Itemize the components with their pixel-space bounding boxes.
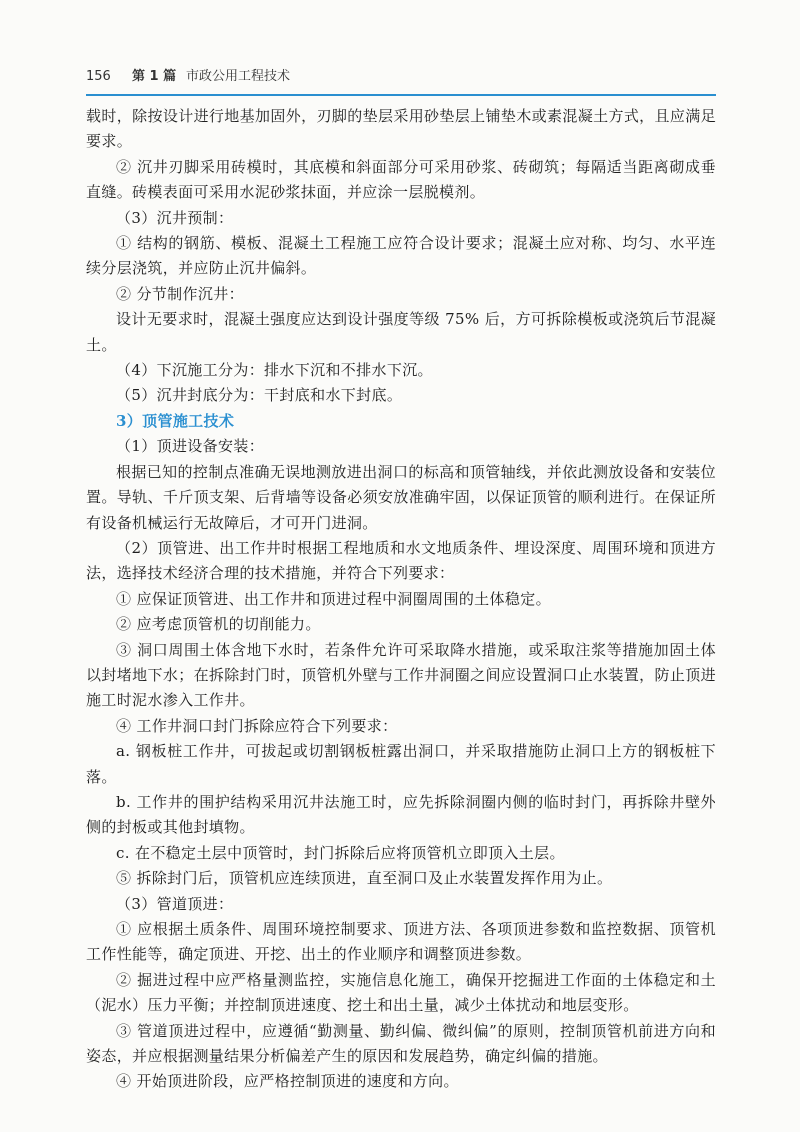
paragraph: ① 应保证顶管进、出工作井和顶进过程中洞圈周围的土体稳定。 — [116, 589, 551, 608]
paragraph: b. 工作井的围护结构采用沉井法施工时，应先拆除洞圈内侧的临时封门，再拆除井壁外侧的封板或其他封填物。 — [86, 792, 716, 837]
paragraph: ⑤ 拆除封门后，顶管机应连续顶进，直至洞口及止水装置发挥作用为止。 — [116, 869, 613, 888]
running-header — [86, 66, 716, 88]
paragraph: ④ 工作井洞口封门拆除应符合下列要求： — [116, 716, 398, 735]
section-heading: 3）顶管施工技术 — [116, 411, 235, 430]
paragraph: （1）顶进设备安装： — [116, 437, 265, 456]
paragraph: ② 沉井刃脚采用砖模时，其底模和斜面部分可采用砂浆、砖砌筑；每隔适当距离砌成垂直缝。砖模表面可采用水泥砂浆抹面，并应涂一层脱模剂。 — [86, 157, 716, 202]
body-text — [86, 104, 716, 1095]
paragraph: ③ 管道顶进过程中，应遵循“勤测量、勤纠偏、微纠偏”的原则，控制顶管机前进方向和姿态，并应根据测量结果分析偏差产生的原因和发展趋势，确定纠偏的措施。 — [86, 1021, 716, 1066]
paragraph: 根据已知的控制点准确无误地测放进出洞口的标高和顶管轴线，并依此测放设备和安装位置。导轨、千斤顶支架、后背墙等设备必须安放准确牢固，以保证顶管的顺利进行。在保证所有设备机械运行无故障后，才可开门进洞。 — [86, 462, 716, 532]
paragraph: ② 应考虑顶管机的切削能力。 — [116, 615, 321, 634]
header-rule — [86, 94, 716, 96]
paragraph: 设计无要求时，混凝土强度应达到设计强度等级 75% 后，方可拆除模板或浇筑后节混凝土。 — [86, 310, 716, 354]
part-label: 第 1 篇 — [132, 69, 177, 84]
paragraph: ① 结构的钢筋、模板、混凝土工程施工应符合设计要求；混凝土应对称、均匀、水平连续分层浇筑，并应防止沉井偏斜。 — [86, 234, 716, 278]
paragraph: （4）下沉施工分为：排水下沉和不排水下沉。 — [116, 361, 433, 380]
paragraph: ④ 开始顶进阶段，应严格控制顶进的速度和方向。 — [116, 1072, 459, 1091]
paragraph: ① 应根据土质条件、周围环境控制要求、顶进方法、各项顶进参数和监控数据、顶管机工作性能等，确定顶进、开挖、出土的作业顺序和调整顶进参数。 — [86, 920, 716, 964]
page-number: 156 — [86, 69, 111, 84]
paragraph: a. 钢板桩工作井，可拔起或切割钢板桩露出洞口，并采取措施防止洞口上方的钢板桩下落。 — [86, 742, 716, 786]
paragraph: ③ 洞口周围土体含地下水时，若条件允许可采取降水措施，或采取注浆等措施加固土体以封堵地下水；在拆除封门时，顶管机外壁与工作井洞圈之间应设置洞口止水装置，防止顶进施工时泥水渗入工作井。 — [86, 640, 716, 710]
section-title: 市政公用工程技术 — [186, 69, 291, 84]
paragraph: （2）顶管进、出工作井时根据工程地质和水文地质条件、埋设深度、周围环境和顶进方法，选择技术经济合理的技术措施，并符合下列要求： — [86, 538, 716, 583]
paragraph: 载时，除按设计进行地基加固外，刃脚的垫层采用砂垫层上铺垫木或素混凝土方式，且应满足要求。 — [86, 107, 716, 151]
paragraph: （3）沉井预制： — [116, 208, 234, 227]
paragraph: c. 在不稳定土层中顶管时，封门拆除后应将顶管机立即顶入土层。 — [116, 843, 565, 862]
paragraph: ② 分节制作沉井： — [116, 284, 244, 303]
paragraph: ② 掘进过程中应严格量测监控，实施信息化施工，确保开挖掘进工作面的土体稳定和土（泥水）压力平衡；并控制顶进速度、挖土和出土量，减少土体扰动和地层变形。 — [86, 970, 716, 1015]
paragraph: （5）沉井封底分为：干封底和水下封底。 — [116, 386, 403, 405]
paragraph: （3）管道顶进： — [116, 894, 234, 913]
